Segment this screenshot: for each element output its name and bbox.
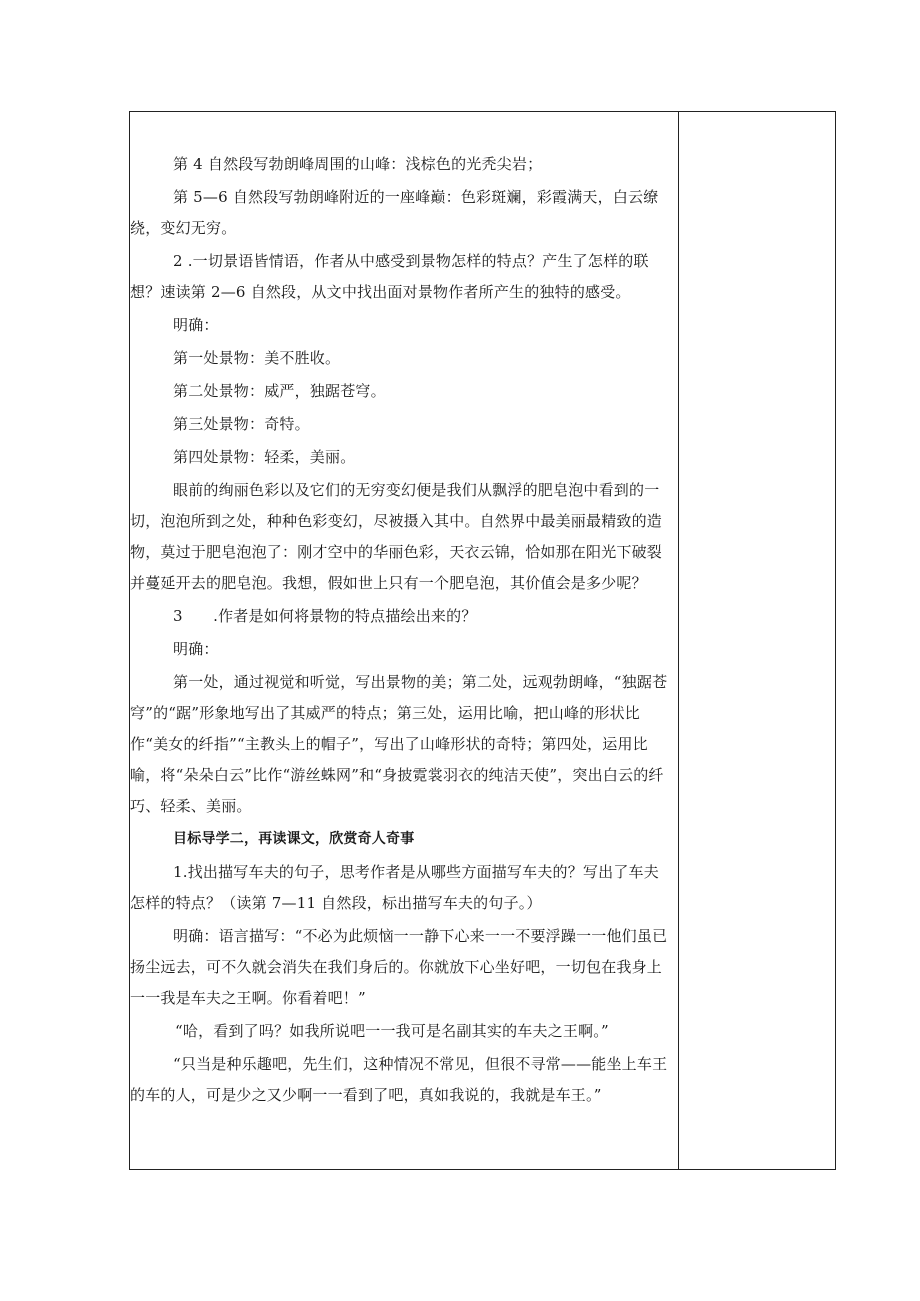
quote-2: “只当是种乐趣吧，先生们，这种情况不常见，但很不寻常——能坐上车王的车的人，可是少之又少啊一一看到了吧，真如我说的，我就是车王。” xyxy=(130,1055,668,1104)
quote-1: “哈，看到了吗？如我所说吧一一我可是名副其实的车夫之王啊。” xyxy=(175,1022,609,1040)
content-cell xyxy=(130,112,679,1169)
scene-1: 第一处景物：美不胜收。 xyxy=(173,349,341,367)
answer-language: 明确：语言描写：“不必为此烦恼一一静下心来一一不要浮躁一一他们虽已扬尘远去，可不久就会消失在我们身后的。你就放下心坐好吧，一切包在我身上一一我是车夫之王啊。你看着吧！” xyxy=(130,927,668,1007)
answer-label: 明确： xyxy=(173,316,219,334)
lesson-table xyxy=(129,111,836,1170)
question-2: 2 .一切景语皆情语，作者从中感受到景物怎样的特点？产生了怎样的联想？速读第 2—6 自然段，从文中找出面对景物作者所产生的独特的感受。 xyxy=(130,252,649,301)
paragraph-4th-section: 第 4 自然段写勃朗峰周围的山峰：浅棕色的光秃尖岩； xyxy=(173,155,543,173)
scene-4: 第四处景物：轻柔，美丽。 xyxy=(173,448,356,466)
lesson-content xyxy=(130,149,668,1111)
notes-cell xyxy=(679,112,835,1169)
question-3: 3 .作者是如何将景物的特点描绘出来的？ xyxy=(173,607,477,625)
answer-label-2: 明确： xyxy=(173,640,219,658)
scene-3: 第三处景物：奇特。 xyxy=(173,415,310,433)
soap-bubble-paragraph: 眼前的绚丽色彩以及它们的无穷变幻便是我们从飘浮的肥皂泡中看到的一切，泡泡所到之处，种种色彩变幻，尽被摄入其中。自然界中最美丽最精致的造物，莫过于肥皂泡泡了：刚才空中的华丽色彩，天衣云锦，恰如那在阳光下破裂并蔓延开去的肥皂泡。我想，假如世上只有一个肥皂泡，其价值会是多少呢？ xyxy=(130,481,663,592)
section-heading-2: 目标导学二，再读课文，欣赏奇人奇事 xyxy=(173,831,415,847)
paragraph-5-6th-section: 第 5—6 自然段写勃朗峰附近的一座峰巅：色彩斑斓，彩霞满天，白云缭绕，变幻无穷。 xyxy=(130,188,659,237)
scene-2: 第二处景物：威严，独踞苍穹。 xyxy=(173,382,386,400)
question-coachman: 1.找出描写车夫的句子，思考作者是从哪些方面描写车夫的？写出了车夫怎样的特点？（读第 7—11 自然段，标出描写车夫的句子。） xyxy=(130,863,659,912)
answer-3: 第一处，通过视觉和听觉，写出景物的美；第二处，远观勃朗峰，“独踞苍穹”的“踞”形象地写出了其威严的特点；第三处，运用比喻，把山峰的形状比作“美女的纤指”“主教头上的帽子”，写出了山峰形状的奇特；第四处，运用比喻，将“朵朵白云”比作“游丝蛛网”和“身披霓裳羽衣的纯洁天使”，突出白云的纤巧、轻柔、美丽。 xyxy=(130,673,668,815)
